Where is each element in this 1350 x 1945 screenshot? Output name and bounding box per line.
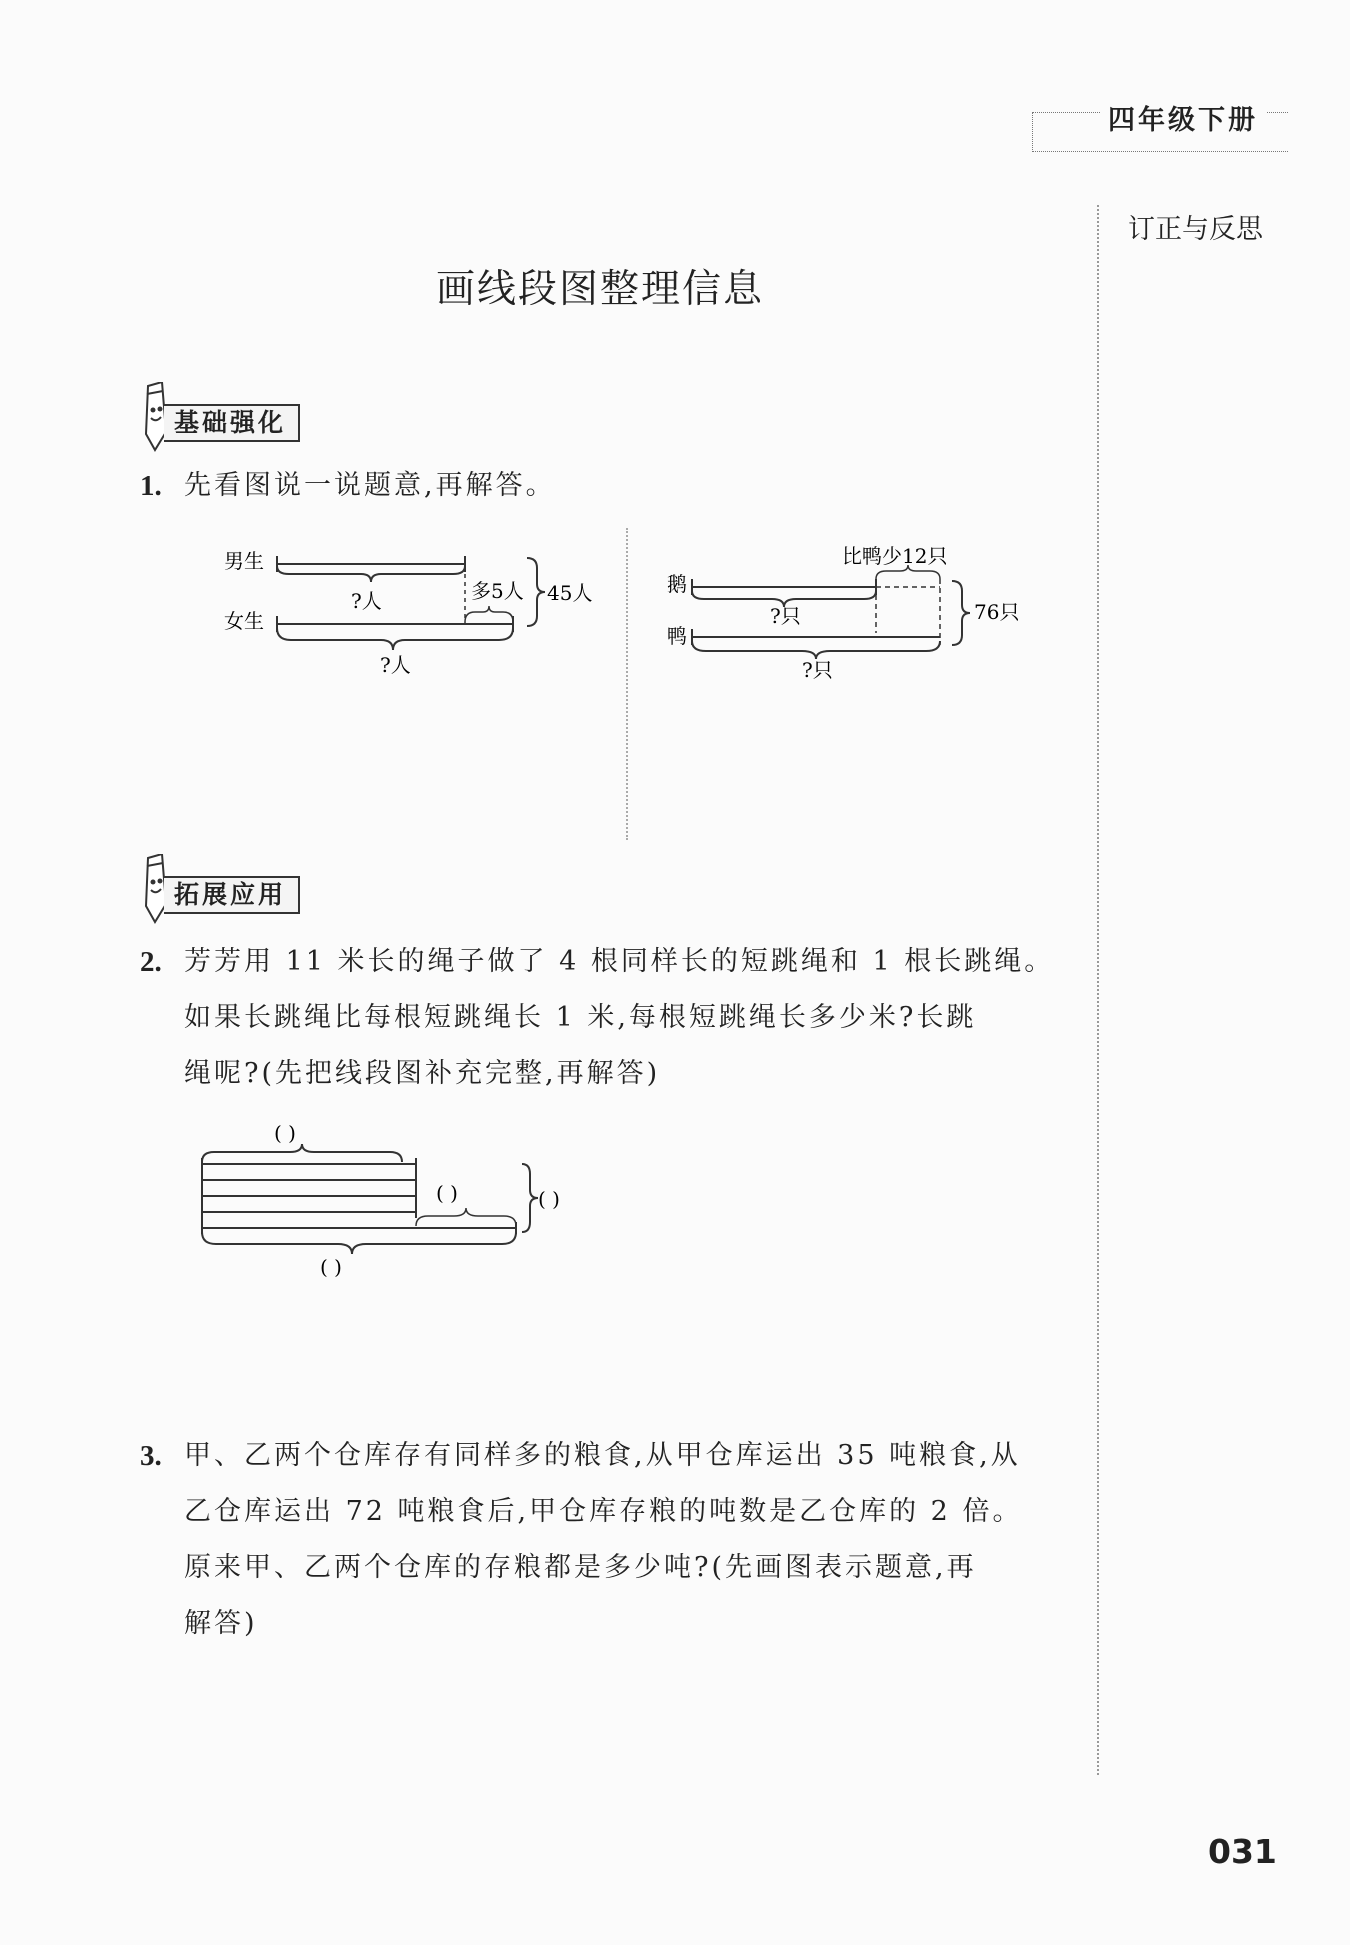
girls-brace [277,628,513,650]
total-label: 76只 [974,600,1020,624]
diagram-boys-girls [215,540,605,690]
less-label: 比鸭少12只 [842,544,948,568]
boys-label: 男生 [224,549,264,573]
blank-short-rope: ( ) [274,1121,296,1145]
section-label: 基础强化 [164,404,300,442]
boys-unknown: ?人 [351,589,382,613]
question-line: 绳呢?(先把线段图补充完整,再解答) [184,1058,661,1089]
question-text [184,934,1084,1102]
blank-total: ( ) [538,1187,560,1211]
question-text: 先看图说一说题意,再解答。 [184,470,556,501]
question-line: 甲、乙两个仓库存有同样多的粮食,从甲仓库运出 35 吨粮食,从 [184,1440,1021,1471]
girls-label: 女生 [224,609,264,633]
duck-unknown: ?只 [802,658,833,682]
duck-label: 鸭 [667,624,687,648]
question-line: 乙仓库运出 72 吨粮食后,甲仓库存粮的吨数是乙仓库的 2 倍。 [184,1496,1023,1527]
total-brace [952,581,970,645]
short-rope-brace [202,1144,402,1162]
question-number: 1. [140,470,162,502]
extra-brace [416,1208,516,1226]
margin-title: 订正与反思 [1128,214,1263,245]
question-line: 原来甲、乙两个仓库的存粮都是多少吨?(先画图表示题意,再 [184,1552,977,1583]
grade-label: 四年级下册 [1100,98,1266,137]
question-line: 芳芳用 11 米长的绳子做了 4 根同样长的短跳绳和 1 根长跳绳。 [184,946,1055,977]
total-label: 45人 [547,581,593,605]
diagram-goose-duck [660,535,1050,685]
page-title: 画线段图整理信息 [435,267,764,312]
margin-divider [1097,205,1099,1775]
page-number: 031 [1208,1832,1277,1871]
question-line: 解答) [184,1608,258,1639]
goose-label: 鹅 [667,572,687,596]
diagram-rope [190,1120,650,1290]
girls-unknown: ?人 [380,653,411,677]
more-brace [465,606,513,622]
blank-extra: ( ) [436,1181,458,1205]
more-label: 多5人 [471,579,524,603]
boys-brace [277,566,465,582]
total-brace [522,1164,538,1232]
column-divider [626,528,628,840]
long-rope-brace [202,1232,516,1254]
total-brace [527,558,545,626]
question-text [184,1428,1084,1652]
blank-long-rope: ( ) [320,1255,342,1279]
question-number: 2. [140,946,162,978]
duck-brace [692,641,940,659]
section-label: 拓展应用 [164,876,300,914]
goose-unknown: ?只 [770,604,801,628]
question-line: 如果长跳绳比每根短跳绳长 1 米,每根短跳绳长多少米?长跳 [184,1002,977,1033]
question-number: 3. [140,1440,162,1472]
